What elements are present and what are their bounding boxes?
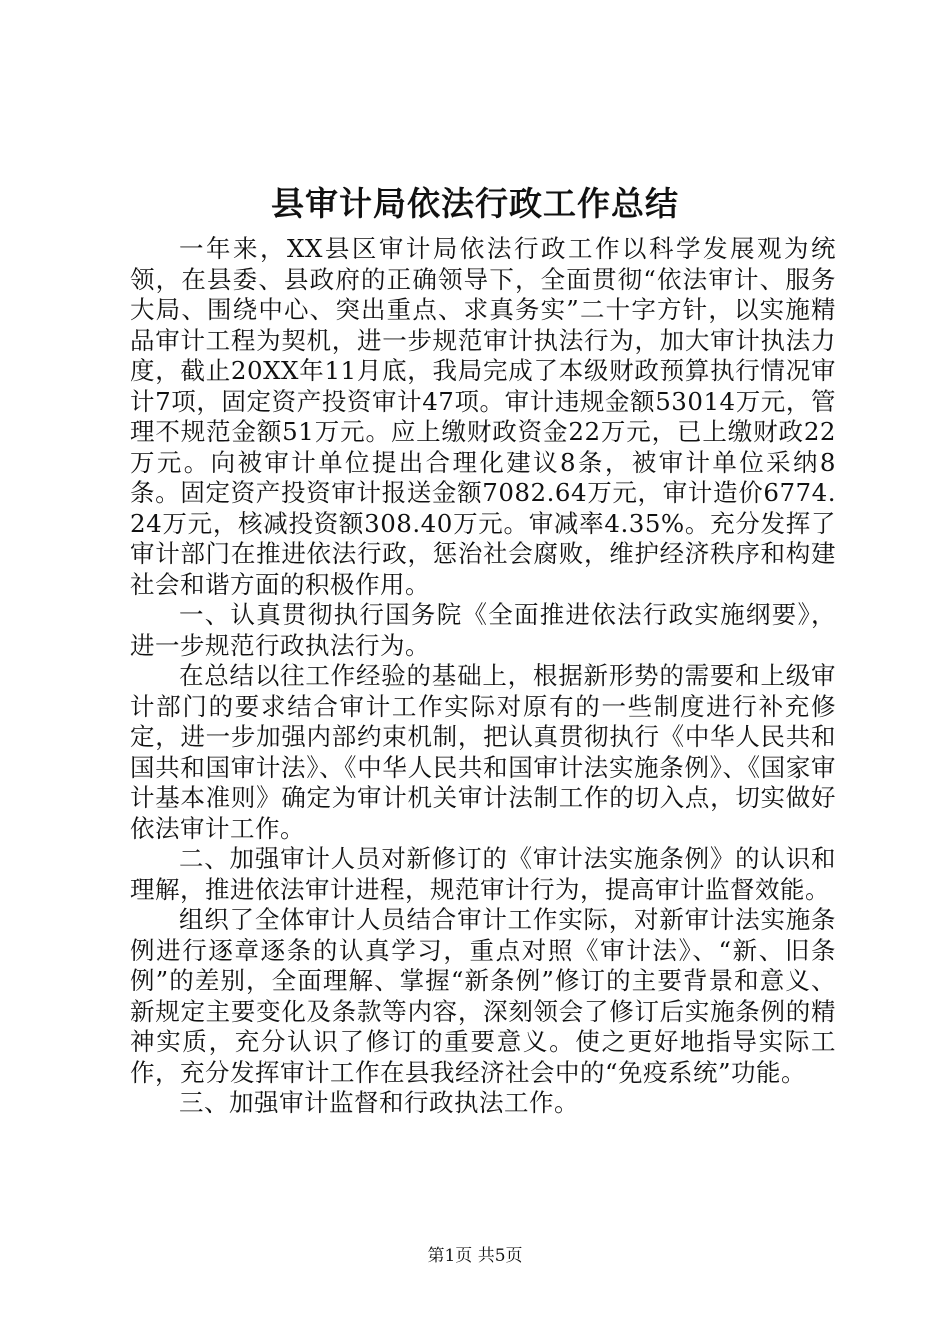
paragraph-intro: 一年来，XX县区审计局依法行政工作以科学发展观为统领，在县委、县政府的正确领导下，全面贯彻“依法审计、服务大局、围绕中心、突出重点、求真务实”二十字方针，以实施精品审计工程为契机，进一步规范审计执法行为，加大审计执法力度，截止20XX年11月底，我局完成了本级财政预算执行情况审计7项，固定资产投资审计47项。审计违规金额53014万元，管理不规范金额51万元。应上缴财政资金22万元，已上缴财政22万元。向被审计单位提出合理化建议8条，被审计单位采纳8条。固定资产投资审计报送金额7082.64万元，审计造价6774.24万元，核减投资额308.40万元。审减率4.35%。充分发挥了审计部门在推进依法行政，惩治社会腐败，维护经济秩序和构建社会和谐方面的积极作用。 <box>130 234 836 599</box>
paragraph-heading-2: 二、加强审计人员对新修订的《审计法实施条例》的认识和理解，推进依法审计进程，规范审计行为，提高审计监督效能。 <box>130 844 836 904</box>
paragraph-body-1: 在总结以往工作经验的基础上，根据新形势的需要和上级审计部门的要求结合审计工作实际对原有的一些制度进行补充修定，进一步加强内部约束机制，把认真贯彻执行《中华人民共和国共和国审计法》、《中华人民共和国审计法实施条例》、《国家审计基本准则》确定为审计机关审计法制工作的切入点，切实做好依法审计工作。 <box>130 661 836 843</box>
document-body <box>130 234 836 1119</box>
document-title: 县审计局依法行政工作总结 <box>271 184 679 223</box>
page-number-footer: 第1页 共5页 <box>427 1246 523 1266</box>
paragraph-heading-3: 三、加强审计监督和行政执法工作。 <box>179 1088 579 1117</box>
paragraph-heading-1: 一、认真贯彻执行国务院《全面推进依法行政实施纲要》，进一步规范行政执法行为。 <box>130 600 836 660</box>
paragraph-body-2: 组织了全体审计人员结合审计工作实际，对新审计法实施条例进行逐章逐条的认真学习，重点对照《审计法》、“新、旧条例”的差别，全面理解、掌握“新条例”修订的主要背景和意义、新规定主要变化及条款等内容，深刻领会了修订后实施条例的精神实质，充分认识了修订的重要意义。使之更好地指导实际工作，充分发挥审计工作在县我经济社会中的“免疫系统”功能。 <box>130 905 836 1087</box>
